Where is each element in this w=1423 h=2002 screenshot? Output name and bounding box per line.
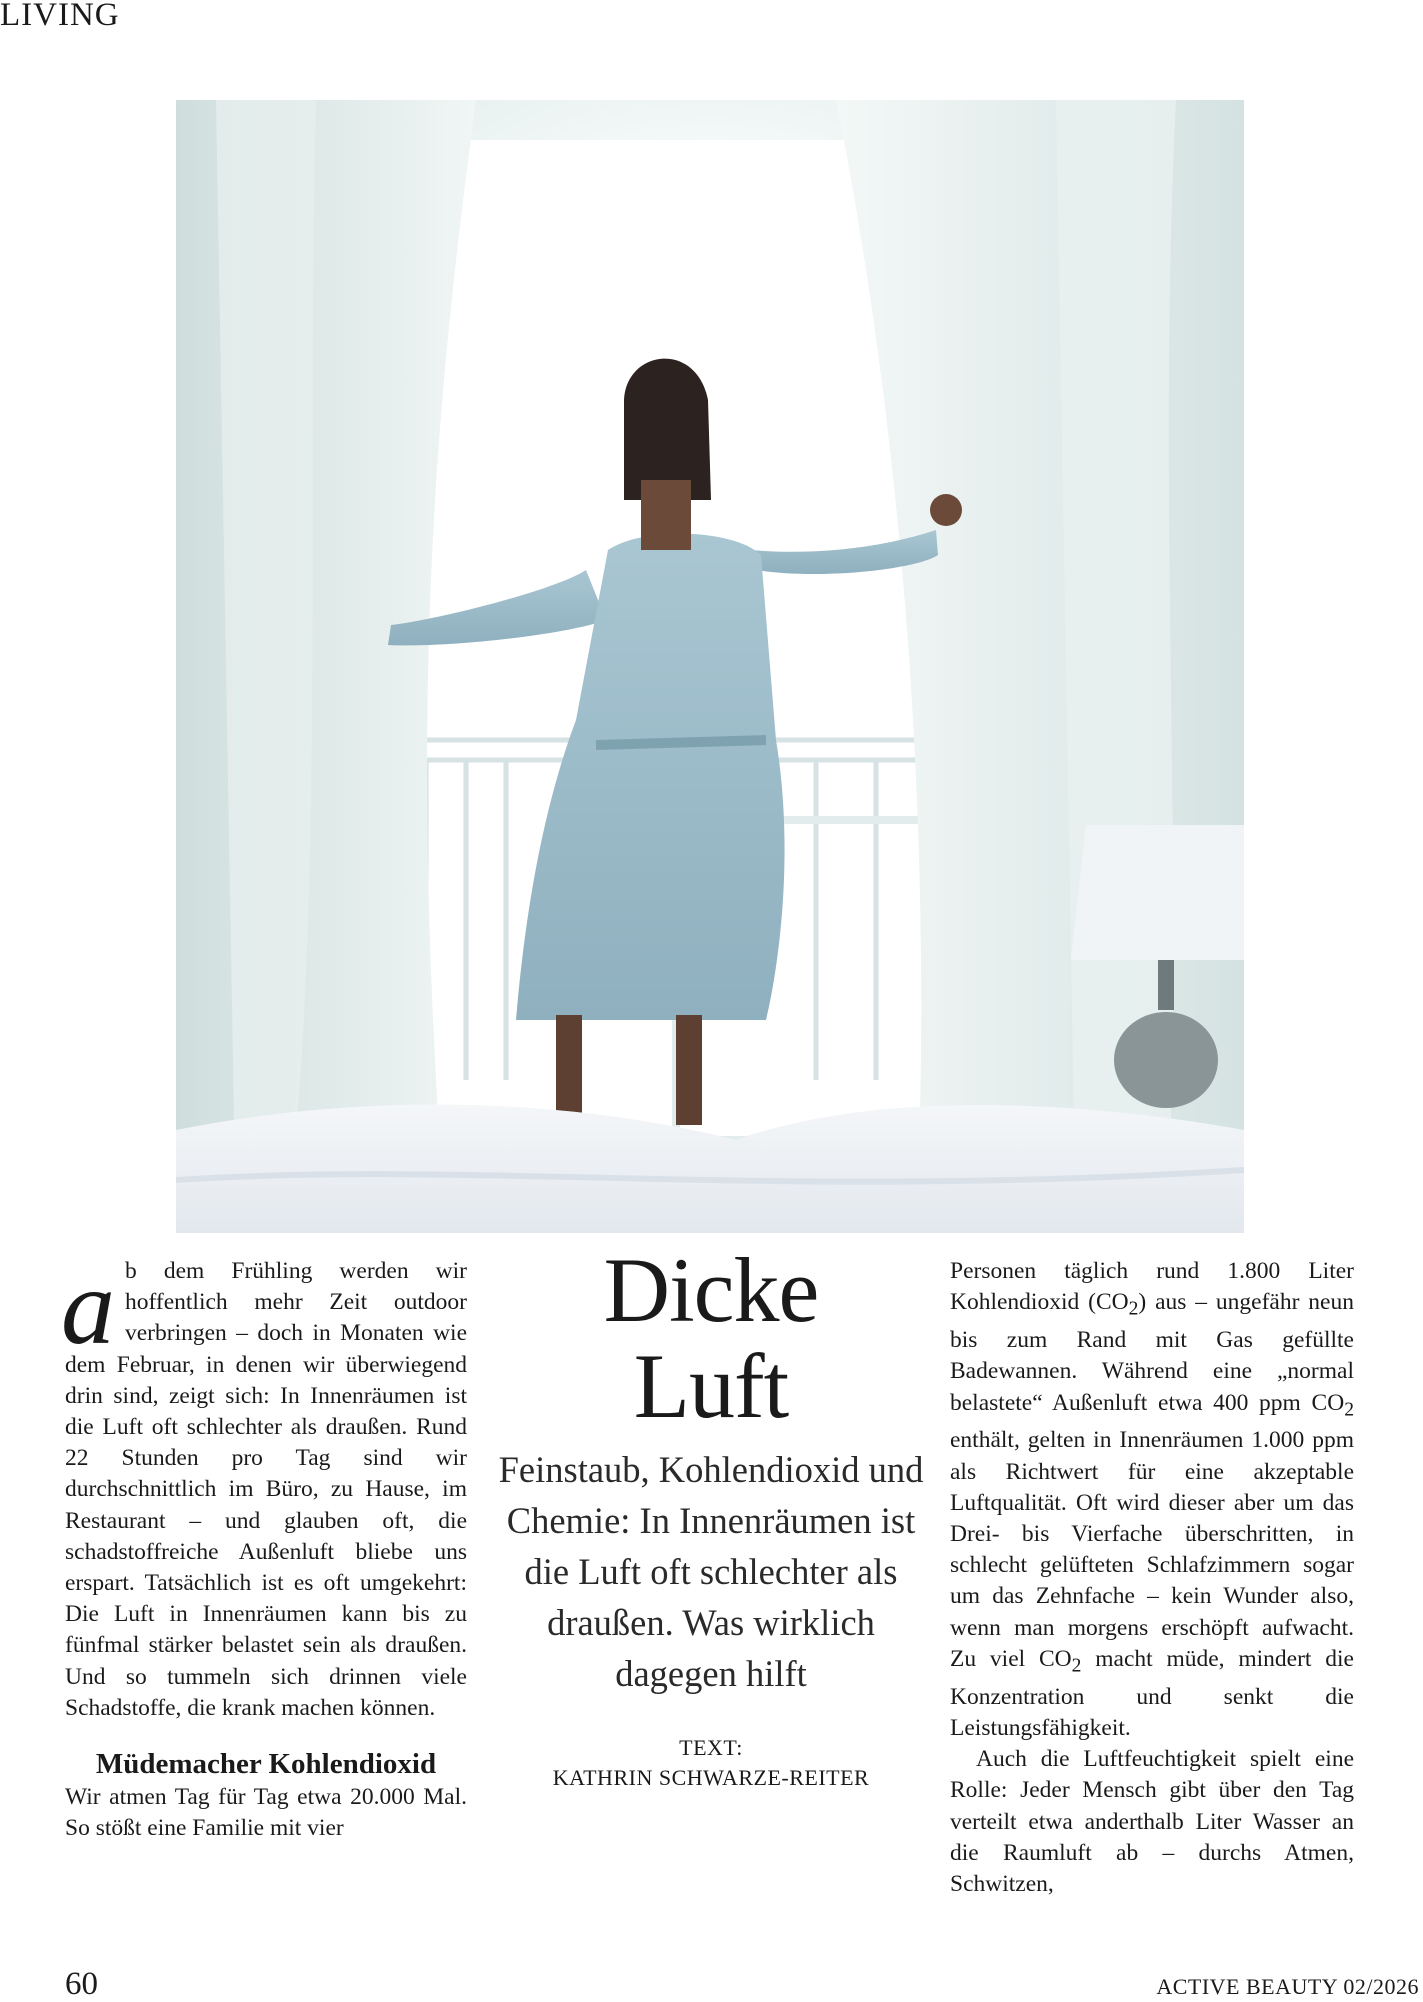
- article-column-left: [61, 1248, 467, 1844]
- left-tail-paragraph: Wir atmen Tag für Tag etwa 20.000 Mal. So stößt eine Familie mit vier: [65, 1784, 467, 1842]
- article-photo: [176, 100, 1244, 1233]
- author-name: KATHRIN SCHWARZE-REITER: [552, 1765, 870, 1790]
- right-paragraph-1: [950, 1256, 1354, 1744]
- deck: Feinstaub, Kohlendioxid und Chemie: In Innenräumen ist die Luft oft schlechter als draußen. Was wirklich dagegen hilft: [498, 1449, 924, 1694]
- subscript: 2: [1128, 1298, 1139, 1320]
- headline-line-2: Luft: [633, 1335, 789, 1437]
- headline: [496, 1239, 926, 1437]
- headline-line-1: Dicke: [603, 1239, 819, 1341]
- right-paragraph-2: Auch die Luftfeuchtigkeit spielt eine Rolle: Jeder Mensch gibt über den Tag verteilt etwa anderthalb Liter Wasser an die Raumluft ab – durchs Atmen, Schwitzen,: [950, 1746, 1354, 1897]
- credit-label: TEXT:: [679, 1735, 743, 1760]
- issue-label: ACTIVE BEAUTY 02/2026: [1156, 1974, 1419, 1999]
- section-label: LIVING: [0, 0, 120, 33]
- text-run: ) aus – ungefähr neun bis zum Rand mit Gas gefüllte Badewannen. Während eine „normal belastete“ Außenluft etwa 400 ppm CO: [950, 1289, 1354, 1416]
- subscript: 2: [1344, 1399, 1354, 1421]
- text-run: macht müde, mindert die Konzentration und senkt die Leistungsfähigkeit.: [950, 1645, 1354, 1741]
- text-run: Personen täglich rund 1.800 Liter Kohlendioxid (CO: [950, 1258, 1354, 1316]
- intro-paragraph: [61, 1248, 467, 1724]
- article-column-right: [950, 1256, 1354, 1900]
- dropcap: a: [61, 1248, 115, 1367]
- author-credit: [496, 1733, 926, 1793]
- text-run: enthält, gelten in Innenräumen 1.000 ppm als Richtwert für eine akzeptable Luftqualität. Oft wird dieser aber um das Drei- bis Vierfache überschritten, in schlecht gelüfteten Schlafzimmern sogar um das Zehnfache – kein Wunder also, wenn man morgens erschöpft aufwacht. Zu viel CO: [950, 1427, 1354, 1672]
- intro-text: b dem Frühling werden wir hoffentlich mehr Zeit outdoor verbringen – doch in Monaten wie dem Februar, in denen wir überwiegend drin sind, zeigt sich: In Innenräumen ist die Luft oft schlechter als draußen. Rund 22 Stunden pro Tag sind wir durchschnittlich im Büro, zu Hause, im Restaurant – und glauben oft, die schadstoffreiche Außenluft bliebe uns erspart. Tatsächlich ist es oft umgekehrt: Die Luft in Innenräumen kann bis zu fünfmal stärker belastet sein als draußen. Und so tummeln sich drinnen viele Schadstoffe, die krank machen können.: [65, 1258, 467, 1721]
- page-number: 60: [65, 1966, 98, 2002]
- subhead: Müdemacher Kohlendioxid: [95, 1748, 437, 1781]
- subscript: 2: [1071, 1655, 1082, 1677]
- headline-block: [496, 1239, 926, 1793]
- woman-opening-curtains-photo: [176, 100, 1244, 1233]
